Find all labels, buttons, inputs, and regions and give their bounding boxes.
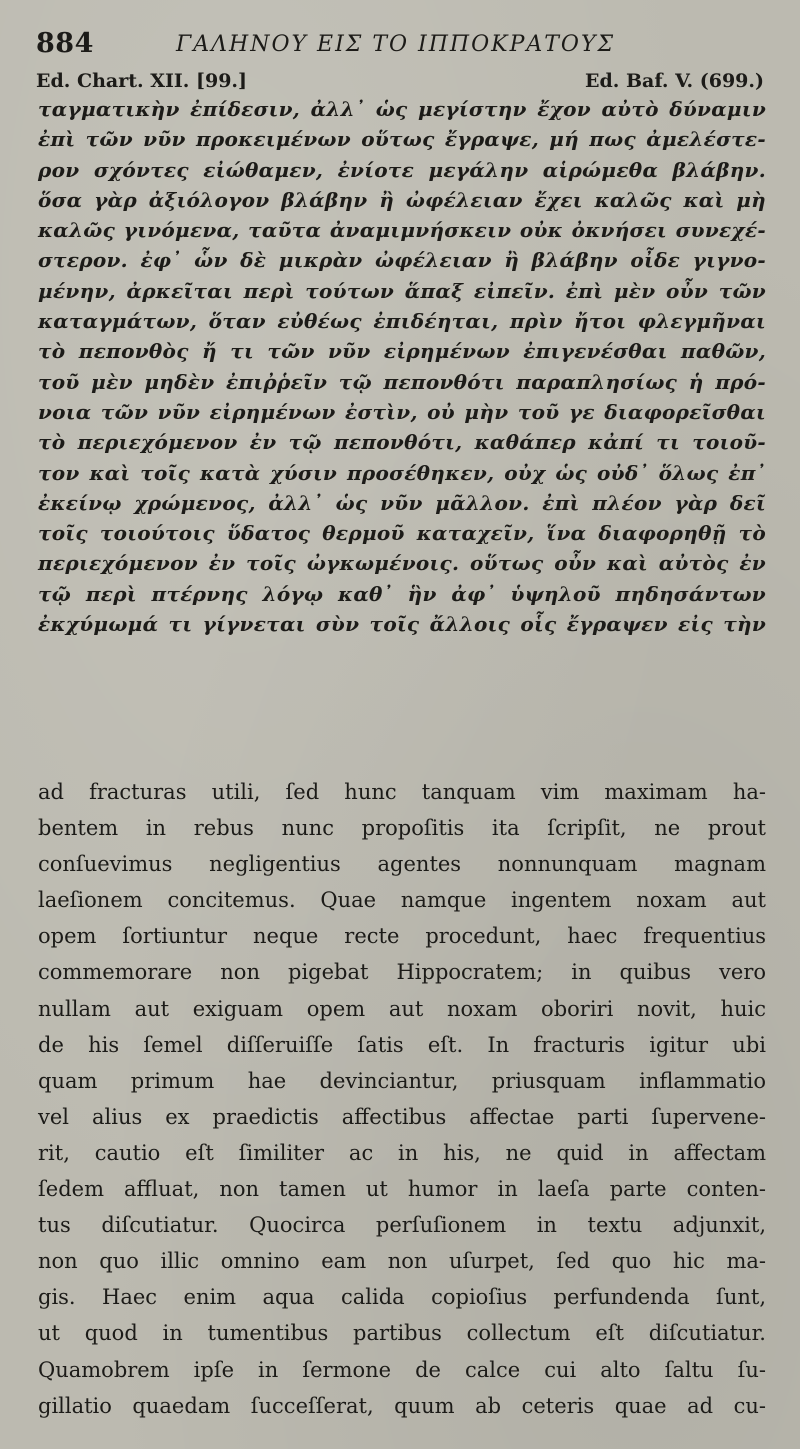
greek-text-line: νοια τῶν νῦν εἰρημένων ἐστὶν, οὐ μὴν τοῦ γε διαφορεῖσθαι	[38, 399, 766, 424]
edition-reference-right: Ed. Baf. V. (699.)	[585, 70, 764, 92]
latin-text-line: de his ſemel diſſeruiſſe ſatis eſt. In fracturis igitur ubi	[38, 1032, 766, 1057]
running-title: ΓΑΛΗΝΟΥ ΕΙΣ ΤΟ ΙΠΠΟΚΡΑΤΟΥΣ	[176, 32, 616, 57]
latin-text-line: bentem in rebus nunc propoſitis ita ſcripſit, ne prout	[38, 816, 766, 841]
greek-text-line: ἐπὶ τῶν νῦν προκειμένων οὕτως ἔγραψε, μή πως ἀμελέστε-	[38, 127, 766, 152]
greek-text-line: ταγματικὴν ἐπίδεσιν, ἀλλ᾽ ὡς μεγίστην ἔχον αὐτὸ δύναμιν	[38, 97, 766, 121]
greek-text-line: τοῦ μὲν μηδὲν ἐπιῤῥεῖν τῷ πεπονθότι παραπλησίως ἡ πρό-	[38, 369, 766, 394]
greek-text-line: ἐκχύμωμά τι γίγνεται σὺν τοῖς ἄλλοις οἷς ἔγραψεν εἰς τὴν	[38, 612, 766, 637]
latin-text-line: quam primum hae devinciantur, priusquam inflammatio	[38, 1068, 766, 1093]
greek-text-line: τον καὶ τοῖς κατὰ χύσιν προσέθηκεν, οὐχ ὡς οὐδ᾽ ὅλως ἐπ᾽	[38, 460, 766, 485]
latin-text-line: Quamobrem ipſe in ſermone de calce cui alto ſaltu ſu-	[38, 1357, 766, 1382]
greek-text-line: στερον. ἐφ᾽ ὧν δὲ μικρὰν ὠφέλειαν ἢ βλάβην οἶδε γιγνο-	[38, 248, 766, 273]
latin-text-block	[38, 774, 766, 1424]
latin-text-line: ſedem affluat, non tamen ut humor in laeſa parte conten-	[38, 1177, 766, 1202]
page-number: 884	[36, 28, 94, 59]
greek-text-line: περιεχόμενον ἐν τοῖς ὠγκωμένοις. οὕτως οὖν καὶ αὐτὸς ἐν	[38, 551, 766, 576]
latin-text-line: rit, cautio eſt ſimiliter ac in his, ne quid in affectam	[38, 1140, 766, 1165]
greek-text-line: ἐκείνῳ χρώμενος, ἀλλ᾽ ὡς νῦν μᾶλλον. ἐπὶ πλέον γὰρ δεῖ	[38, 490, 766, 515]
greek-text-block	[38, 94, 766, 639]
latin-text-line: commemorare non pigebat Hippocratem; in quibus vero	[38, 960, 766, 985]
greek-text-line: τὸ πεπονθὸς ἤ τι τῶν νῦν εἰρημένων ἐπιγενέσθαι παθῶν,	[38, 339, 766, 364]
greek-text-line: καταγμάτων, ὅταν εὐθέως ἐπιδέηται, πρὶν ἤτοι φλεγμῆναι	[38, 309, 766, 334]
latin-text-line: gillatio quaedam ſucceſſerat, quum ab ceteris quae ad cu-	[38, 1393, 766, 1418]
greek-text-line: μένην, ἀρκεῖται περὶ τούτων ἅπαξ εἰπεῖν. ἐπὶ μὲν οὖν τῶν	[38, 278, 766, 303]
greek-text-line: τὸ περιεχόμενον ἐν τῷ πεπονθότι, καθάπερ κἀπί τι τοιοῦ-	[38, 430, 766, 455]
greek-text-line: καλῶς γινόμενα, ταῦτα ἀναμιμνήσκειν οὐκ ὀκνήσει συνεχέ-	[38, 218, 766, 243]
latin-text-line: ad fracturas utili, ſed hunc tanquam vim maximam ha-	[38, 780, 766, 804]
latin-text-line: ut quod in tumentibus partibus collectum eſt diſcutiatur.	[38, 1321, 766, 1346]
edition-reference-left: Ed. Chart. XII. [99.]	[36, 70, 248, 92]
latin-text-line: nullam aut exiguam opem aut noxam oboriri novit, huic	[38, 996, 766, 1021]
greek-text-line: ρον σχόντες εἰώθαμεν, ἐνίοτε μεγάλην αἱρώμεθα βλάβην.	[38, 157, 766, 182]
latin-text-line: vel alius ex praedictis affectibus affectae parti ſupervene-	[38, 1104, 766, 1129]
greek-text-line: ὅσα γὰρ ἀξιόλογον βλάβην ἢ ὠφέλειαν ἔχει καλῶς καὶ μὴ	[38, 187, 766, 212]
greek-text-line: τῷ περὶ πτέρνης λόγῳ καθ᾽ ἣν ἀφ᾽ ὑψηλοῦ πηδησάντων	[38, 581, 766, 606]
latin-text-line: laeſionem concitemus. Quae namque ingentem noxam aut	[38, 888, 766, 913]
page-header	[36, 28, 764, 68]
latin-text-line: conſuevimus negligentius agentes nonnunquam magnam	[38, 852, 766, 877]
latin-text-line: tus diſcutiatur. Quocirca perſuſionem in textu adjunxit,	[38, 1213, 766, 1238]
latin-text-line: non quo illic omnino eam non uſurpet, ſed quo hic ma-	[38, 1249, 766, 1274]
greek-text-line: τοῖς τοιούτοις ὕδατος θερμοῦ καταχεῖν, ἵνα διαφορηθῇ τὸ	[38, 521, 766, 546]
latin-text-line: opem ſortiuntur neque recte procedunt, haec frequentius	[38, 924, 766, 949]
latin-text-line: gis. Haec enim aqua calida copioſius perfundenda ſunt,	[38, 1285, 766, 1310]
